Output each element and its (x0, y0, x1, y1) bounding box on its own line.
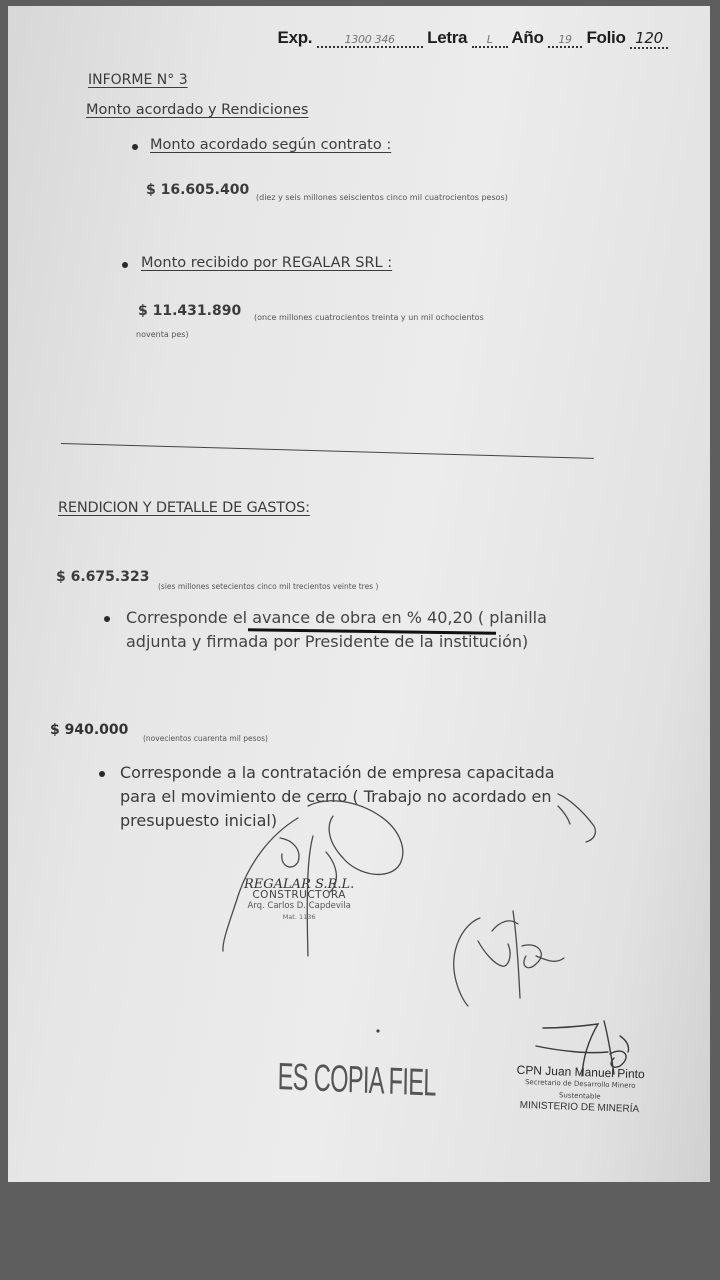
agreed-amount-value: $ 16.605.400 (146, 182, 250, 198)
expense-2-line2: para el movimiento de cerro ( Trabajo no acordado en (120, 787, 552, 806)
expense-1-line1: Corresponde el avance de obra en % 40,20 ( planilla (126, 608, 547, 627)
received-amount-words-cont: noventa pes) (136, 330, 189, 339)
certified-copy-stamp: ES COPIA FIEL (277, 1056, 437, 1105)
expenses-heading: RENDICION Y DETALLE DE GASTOS: (58, 500, 310, 516)
folio-label: Folio (586, 28, 626, 47)
company-signature-icon (223, 794, 596, 956)
company-stamp-signer: Arq. Carlos D. Capdevila (247, 901, 351, 911)
ministry-stamp-ministry: MINISTERIO DE MINERÍA (519, 1099, 640, 1116)
company-stamp-type: CONSTRUCTORA (252, 889, 346, 901)
exp-label: Exp. (277, 28, 313, 47)
expense-2-line1: Corresponde a la contratación de empresa capacitada (120, 763, 555, 782)
received-amount-words: (once millones cuatrocientos treinta y un mil ochocientos (254, 313, 484, 322)
ministry-stamp-title-cont: Sustentable (558, 1091, 601, 1101)
expense-1-words: (sies millones setecientos cinco mil trecientos veinte tres ) (158, 582, 379, 591)
anio-value: 19 (548, 33, 582, 48)
company-stamp-registration: Mat. 1136 (282, 913, 316, 921)
letra-label: Letra (427, 28, 468, 47)
report-subtitle: Monto acordado y Rendiciones (86, 102, 309, 118)
document-page (8, 6, 710, 1182)
expense-2-words: (novecientos cuarenta mil pesos) (143, 734, 268, 743)
received-amount-heading: Monto recibido por REGALAR SRL : (141, 255, 393, 271)
ministry-signature-icon (536, 1021, 629, 1076)
expense-2-line3: presupuesto inicial) (120, 811, 278, 830)
agreed-amount-words: (diez y seis millones seiscientos cinco mil cuatrocientos pesos) (256, 193, 508, 202)
letra-value: L (472, 33, 508, 48)
ink-dot-icon (376, 1029, 379, 1032)
agreed-amount-heading: Monto acordado según contrato : (150, 137, 392, 153)
expense-1-amount: $ 6.675.323 (56, 569, 150, 585)
central-signature-icon (454, 911, 564, 1006)
exp-value: 1300 346 (317, 33, 423, 48)
expense-2-amount: $ 940.000 (50, 722, 129, 738)
expense-1-line2: adjunta y firmada por Presidente de la institución) (126, 632, 529, 651)
ministry-stamp-name: CPN Juan Manuel Pinto (516, 1062, 645, 1082)
handwritten-signatures (8, 6, 710, 1182)
folio-value: 120 (630, 29, 668, 49)
report-title: INFORME N° 3 (88, 72, 188, 88)
company-stamp-name: REGALAR S.R.L. (244, 877, 355, 892)
anio-label: Año (511, 28, 544, 47)
received-amount-value: $ 11.431.890 (138, 303, 242, 319)
ministry-stamp-title: Secretario de Desarrollo Minero (524, 1078, 636, 1090)
